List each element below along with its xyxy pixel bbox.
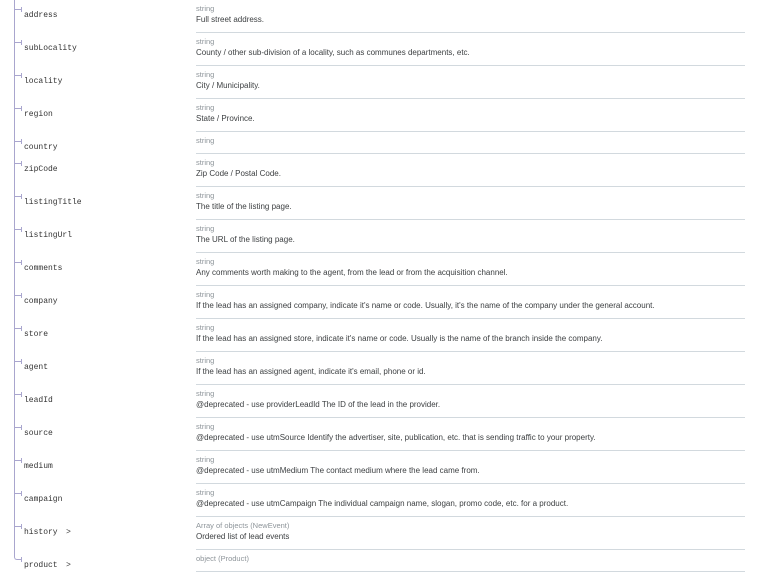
field-name: zipCode [24, 165, 58, 174]
field-row [0, 187, 760, 220]
field-name-cell [0, 484, 196, 517]
field-name: locality [24, 77, 63, 86]
tree-connector-icon [15, 42, 22, 43]
field-type: Array of objects (NewEvent) [196, 521, 290, 530]
expand-chevron-icon[interactable]: > [66, 560, 71, 569]
field-description: If the lead has an assigned store, indicate it's name or code. Usually is the name of the branch inside the company. [196, 334, 603, 343]
field-details-cell [196, 286, 745, 319]
field-name-cell [0, 187, 196, 220]
field-row [0, 286, 760, 319]
field-row [0, 33, 760, 66]
field-row [0, 220, 760, 253]
field-name: history [24, 528, 58, 537]
tree-connector-icon [15, 361, 22, 362]
field-type: string [196, 257, 215, 266]
field-name: medium [24, 462, 53, 471]
field-type: string [196, 4, 215, 13]
tree-connector-icon [15, 229, 22, 230]
field-row [0, 253, 760, 286]
field-description: Any comments worth making to the agent, from the lead or from the acquisition channel. [196, 268, 508, 277]
field-row [0, 132, 760, 154]
tree-connector-icon [15, 9, 22, 10]
field-details-cell [196, 132, 745, 154]
field-description: State / Province. [196, 114, 255, 123]
field-details-cell [196, 33, 745, 66]
field-details-cell [196, 0, 745, 33]
field-description: Zip Code / Postal Code. [196, 169, 281, 178]
field-details-cell [196, 187, 745, 220]
field-name-cell [0, 385, 196, 418]
field-type: string [196, 455, 215, 464]
field-name: source [24, 429, 53, 438]
field-description: @deprecated - use utmMedium The contact medium where the lead came from. [196, 466, 480, 475]
field-name: comments [24, 264, 63, 273]
field-name: country [24, 143, 58, 152]
field-name: agent [24, 363, 49, 372]
field-name: region [24, 110, 53, 119]
field-name: company [24, 297, 58, 306]
field-description: If the lead has an assigned agent, indicate it's email, phone or id. [196, 367, 426, 376]
field-row [0, 517, 760, 550]
field-name: leadId [24, 396, 53, 405]
tree-connector-icon [15, 163, 22, 164]
field-name-cell [0, 286, 196, 319]
field-name-cell [0, 253, 196, 286]
tree-connector-icon [15, 394, 22, 395]
tree-connector-icon [15, 427, 22, 428]
field-type: string [196, 158, 215, 167]
field-details-cell [196, 220, 745, 253]
field-name: campaign [24, 495, 63, 504]
expand-chevron-icon[interactable]: > [66, 527, 71, 536]
field-description: @deprecated - use utmSource Identify the advertiser, site, publication, etc. that is sending traffic to your property. [196, 433, 596, 442]
field-type: string [196, 191, 215, 200]
tree-connector-icon [15, 108, 22, 109]
field-details-cell [196, 66, 745, 99]
field-row [0, 154, 760, 187]
tree-connector-icon [15, 460, 22, 461]
field-description: The title of the listing page. [196, 202, 292, 211]
field-details-cell [196, 517, 745, 550]
tree-connector-icon [15, 295, 22, 296]
field-details-cell [196, 319, 745, 352]
field-description: @deprecated - use providerLeadId The ID of the lead in the provider. [196, 400, 441, 409]
field-name: address [24, 11, 58, 20]
field-details-cell [196, 484, 745, 517]
tree-connector-icon [14, 553, 22, 560]
field-name: subLocality [24, 44, 77, 53]
field-details-cell [196, 418, 745, 451]
field-name-cell [0, 352, 196, 385]
field-type: string [196, 37, 215, 46]
field-name: listingUrl [24, 231, 73, 240]
field-row [0, 550, 760, 572]
field-details-cell [196, 253, 745, 286]
field-type: string [196, 290, 215, 299]
field-type: string [196, 356, 215, 365]
field-row [0, 418, 760, 451]
field-name-cell [0, 319, 196, 352]
field-name-cell [0, 451, 196, 484]
field-description: Ordered list of lead events [196, 532, 290, 541]
field-name: product [24, 561, 58, 570]
field-name-cell [0, 132, 196, 154]
field-type: string [196, 422, 215, 431]
field-name: store [24, 330, 49, 339]
field-row [0, 66, 760, 99]
field-type: string [196, 323, 215, 332]
tree-connector-icon [15, 75, 22, 76]
field-row [0, 451, 760, 484]
field-row [0, 0, 760, 33]
field-name-cell [0, 154, 196, 187]
field-description: City / Municipality. [196, 81, 260, 90]
tree-connector-icon [15, 526, 22, 527]
field-details-cell [196, 550, 745, 572]
field-description: @deprecated - use utmCampaign The individual campaign name, slogan, promo code, etc. for a product. [196, 499, 569, 508]
field-type: string [196, 103, 215, 112]
field-description: Full street address. [196, 15, 265, 24]
tree-connector-icon [15, 196, 22, 197]
tree-connector-icon [15, 493, 22, 494]
field-details-cell [196, 154, 745, 187]
field-name-cell[interactable] [0, 517, 196, 550]
field-description: If the lead has an assigned company, indicate it's name or code. Usually, it's the name of the company under the general account. [196, 301, 655, 310]
field-details-cell [196, 385, 745, 418]
field-row [0, 385, 760, 418]
field-row [0, 319, 760, 352]
field-details-cell [196, 99, 745, 132]
field-details-cell [196, 451, 745, 484]
field-row [0, 484, 760, 517]
field-type: object (Product) [196, 554, 249, 563]
tree-connector-icon [15, 328, 22, 329]
field-name-cell [0, 33, 196, 66]
field-name-cell [0, 66, 196, 99]
field-row [0, 99, 760, 132]
field-type: string [196, 136, 215, 145]
tree-connector-icon [15, 262, 22, 263]
field-name: listingTitle [24, 198, 82, 207]
field-name-cell[interactable] [0, 550, 196, 572]
field-type: string [196, 389, 215, 398]
field-description: County / other sub-division of a locality, such as communes departments, etc. [196, 48, 470, 57]
field-type: string [196, 488, 215, 497]
field-type: string [196, 70, 215, 79]
field-name-cell [0, 0, 196, 33]
field-description: The URL of the listing page. [196, 235, 295, 244]
field-name-cell [0, 99, 196, 132]
tree-connector-icon [15, 141, 22, 142]
field-type: string [196, 224, 215, 233]
field-row [0, 352, 760, 385]
field-name-cell [0, 220, 196, 253]
field-details-cell [196, 352, 745, 385]
field-name-cell [0, 418, 196, 451]
